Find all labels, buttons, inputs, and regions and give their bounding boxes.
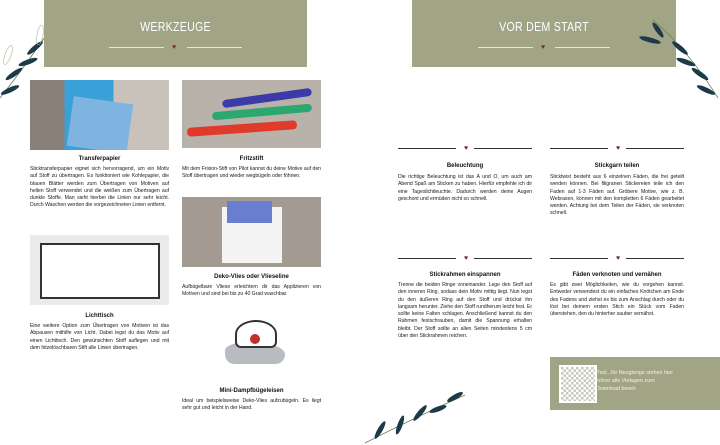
download-qr-box — [550, 357, 720, 410]
divider — [474, 148, 532, 149]
divider — [626, 258, 684, 259]
divider — [474, 258, 532, 259]
item-title: Stickgarn teilen — [594, 163, 640, 169]
heart-icon: ♥ — [616, 255, 621, 262]
item-text: Es gibt zwei Möglichkeiten, wie du vorgehen kannst. Entweder verwendest du ein einfaches Knötchen am Ende des Fadens und ziehst es bis zum Anschlag durch oder du löst bei deinem ersten Stich ein Stück vom Faden überstehen, den du hinterher sauber vernähst. — [550, 282, 684, 318]
item-text: Sticktwist besteht aus 6 einzelnen Fäden, die frei geteilt werden können. Bei filigranen Stickereien teile ich den Faden auf 1-3 Fäden auf. Gröbere Motive, wie z. B. Webrasen, können mit den kompletten 6 Fäden gearbeitet werden. Achtung bei dem Teilen der Fäden, sie verknoten schnell. — [550, 174, 684, 217]
item-title: Stickrahmen einspannen — [429, 272, 501, 278]
header-banner — [44, 0, 307, 67]
item-title: Lichttisch — [85, 313, 114, 319]
page-title: VOR DEM START — [499, 20, 589, 34]
divider — [398, 148, 456, 149]
qr-code[interactable] — [559, 365, 597, 403]
item-title: Beleuchtung — [446, 163, 484, 169]
divider — [398, 258, 456, 259]
item-text: Aufbügelbare Vliese erleichtern dir das Applizieren von Motiven und sind bei bis zu 40 Grad waschbar. — [182, 284, 321, 298]
item-text: Eine weitere Option zum Übertragen von Motiven ist das Abpausen mithilfe von Licht. Dabei legst du das Motiv auf einen Lichttisch. Den gewünschten Stoff auflegen und mit dem hitzelöschbaren Stift alle Linien übertragen. — [30, 323, 169, 351]
leaf-decoration-icon — [638, 10, 720, 100]
transfer-paper-photo — [30, 80, 169, 150]
fleece-photo — [182, 197, 321, 267]
item-title: Mini-Dampfbügeleisen — [219, 388, 284, 394]
divider — [550, 258, 608, 259]
item-title: Fritzstift — [239, 156, 264, 162]
light-table-photo — [30, 235, 169, 305]
item-title: Transferpapier — [78, 156, 121, 162]
leaf-decoration-icon — [360, 385, 470, 445]
item-text: Mit dem Frixion-Stift von Pilot kannst du deine Motive auf den Stoff übertragen und wieder wegbügeln oder föhnen. — [182, 166, 321, 180]
item-text: Ideal um beispielsweise Deko-Vlies aufzubügeln. Es liegt sehr gut und leicht in der Hand. — [182, 398, 321, 412]
iron-photo — [220, 312, 290, 372]
header-banner — [412, 0, 676, 67]
pens-photo — [182, 80, 321, 148]
item-title: Deko-Vlies oder Vlieseline — [214, 274, 289, 280]
divider — [555, 47, 610, 48]
item-text: Sticktransferpapier eignet sich hervorragend, um ein Motiv auf Stoff zu übertragen. Es funktioniert wie Kohlepapier, die blauen Blätter werden zum Übertragen von Motiven auf hellen Stoff verwendet und die weißen zum Übertragen auf dunkle Stoffe. Man sieht hierbei die Linien nur sehr leicht. Durch Waschen werden die vorgezeichneten Linien entfernt. — [30, 166, 169, 209]
divider — [109, 47, 164, 48]
page-title: WERKZEUGE — [140, 20, 211, 34]
item-text: Die richtige Beleuchtung ist das A und O, um auch am Abend Spaß am Sticken zu haben. Hierfür empfehle ich dir eine Tageslichtleuchte. Dadurch werden deine Augen geschont und ermüden nicht so schnell. — [398, 174, 532, 202]
heart-icon: ♥ — [464, 145, 469, 152]
heart-icon: ♥ — [464, 255, 469, 262]
divider — [478, 47, 533, 48]
heart-icon: ♥ — [616, 145, 621, 152]
heart-icon: ♥ — [541, 44, 546, 51]
qr-text: Psst...für Neugierige stehen hier schon alle Vorlagen zum Download bereit: — [596, 370, 674, 392]
heart-icon: ♥ — [172, 44, 177, 51]
item-text: Trenne die beiden Ringe voneinander. Lege den Stoff auf den inneren Ring, sodass dein Motiv mittig liegt. Nun legst du den äußeren Ring auf den Stoff und drückst ihn langsam herunter. Ziehe den Stoff rundherum leicht fest. Er sollte keine Falten schlagen. Anschließend kannst du den Rahmen festschrauben, damit die Spannung erhalten bleibt. Der Stoff sollte an allen Seiten mindestens 5 cm über den Stickrahmen reichen. — [398, 282, 532, 340]
divider — [626, 148, 684, 149]
divider — [550, 148, 608, 149]
divider — [187, 47, 242, 48]
item-title: Fäden verknoten und vernähen — [572, 272, 662, 278]
